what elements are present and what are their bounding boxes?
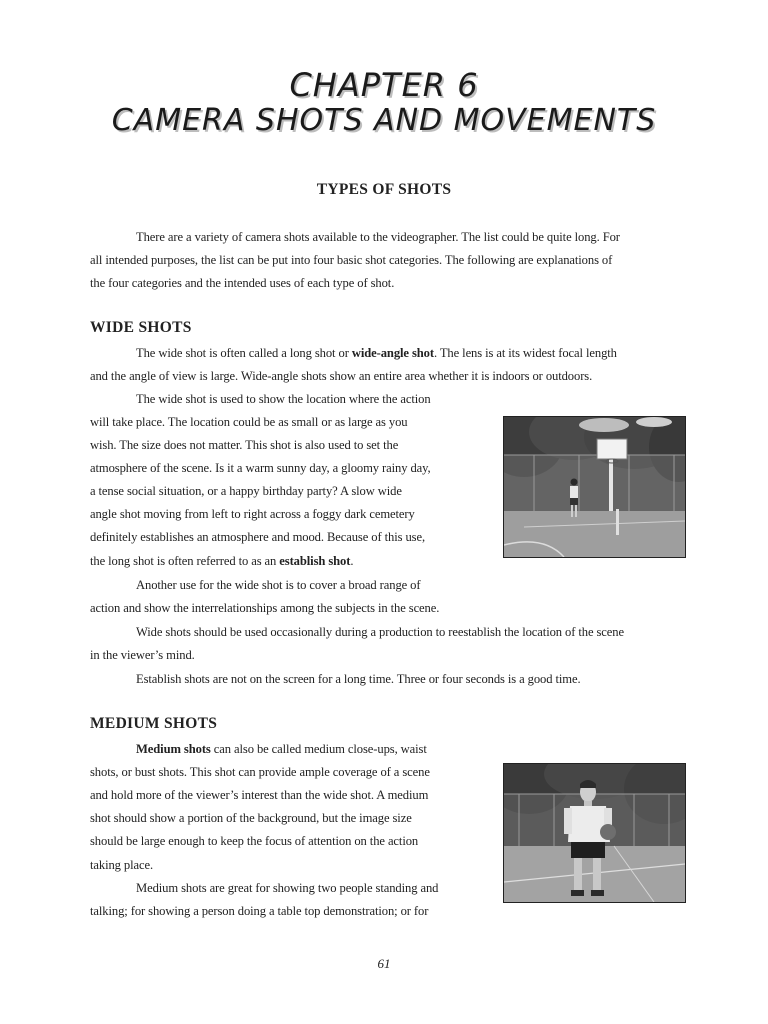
body-text-line: shot should show a portion of the background, but the image size [90,811,412,825]
term-establish-shot: establish shot [279,554,351,568]
body-text-line: atmosphere of the scene. Is it a warm sunny day, a gloomy rainy day, [90,461,431,475]
body-text-line: The wide shot is used to show the location where the action [136,392,431,406]
text-run: . The lens is at its widest focal length [433,346,617,360]
body-text-line: talking; for showing a person doing a table top demonstration; or for [90,904,429,918]
medium-shot-photo [503,763,686,903]
body-text-line: wish. The size does not matter. This shot is also used to set the [90,438,399,452]
body-text-line: Medium shots are great for showing two people standing and [136,881,439,895]
chapter-title: CAMERA SHOTS AND MOVEMENTS [111,103,657,138]
body-text-line [90,553,353,569]
body-text-line: in the viewer’s mind. [90,648,195,662]
medium-shots-heading: MEDIUM SHOTS [90,715,218,732]
text-run: can also be called medium close-ups, waist [210,742,427,756]
text-run: The wide shot is often called a long shot or [136,346,352,360]
body-text-line: Another use for the wide shot is to cover a broad range of [136,578,421,592]
page-number: 61 [377,956,391,971]
body-text-line: a tense social situation, or a happy birthday party? A slow wide [90,484,402,498]
body-text-line [136,345,617,361]
body-text-line: definitely establishes an atmosphere and mood. Because of this use, [90,530,425,544]
text-run: . [350,554,354,568]
body-text-line: angle shot moving from left to right across a foggy dark cemetery [90,507,415,521]
body-text-line: action and show the interrelationships among the subjects in the scene. [90,601,440,615]
wide-shot-photo [503,416,686,558]
chapter-number: CHAPTER 6 [289,66,479,104]
body-text-line: and the angle of view is large. Wide-angle shots show an entire area whether it is indoors or outdoors. [90,369,593,383]
wide-shots-heading: WIDE SHOTS [90,319,192,336]
body-text-line: will take place. The location could be as small or as large as you [90,415,408,429]
types-of-shots-heading: TYPES OF SHOTS [316,181,452,198]
body-text-line: Establish shots are not on the screen for a long time. Three or four seconds is a good time. [136,672,581,686]
wide-shot-illustration [504,417,685,557]
body-text-line [136,741,427,757]
body-text-line: There are a variety of camera shots available to the videographer. The list could be quite long. For [136,230,620,244]
text-run: the long shot is often referred to as an [90,554,280,568]
body-text-line: shots, or bust shots. This shot can provide ample coverage of a scene [90,765,430,779]
body-text-line: Wide shots should be used occasionally during a production to reestablish the location of the scene [136,625,624,639]
medium-shot-illustration [504,764,685,902]
body-text-line: and hold more of the viewer’s interest than the wide shot. A medium [90,788,429,802]
body-text-line: all intended purposes, the list can be put into four basic shot categories. The following are explanations of [90,253,613,267]
term-wide-angle-shot: wide-angle shot [351,346,434,360]
term-medium-shots: Medium shots [136,742,211,756]
body-text-line: taking place. [90,858,154,872]
body-text-line: the four categories and the intended uses of each type of shot. [90,276,395,290]
body-text-line: should be large enough to keep the focus of attention on the action [90,834,419,848]
